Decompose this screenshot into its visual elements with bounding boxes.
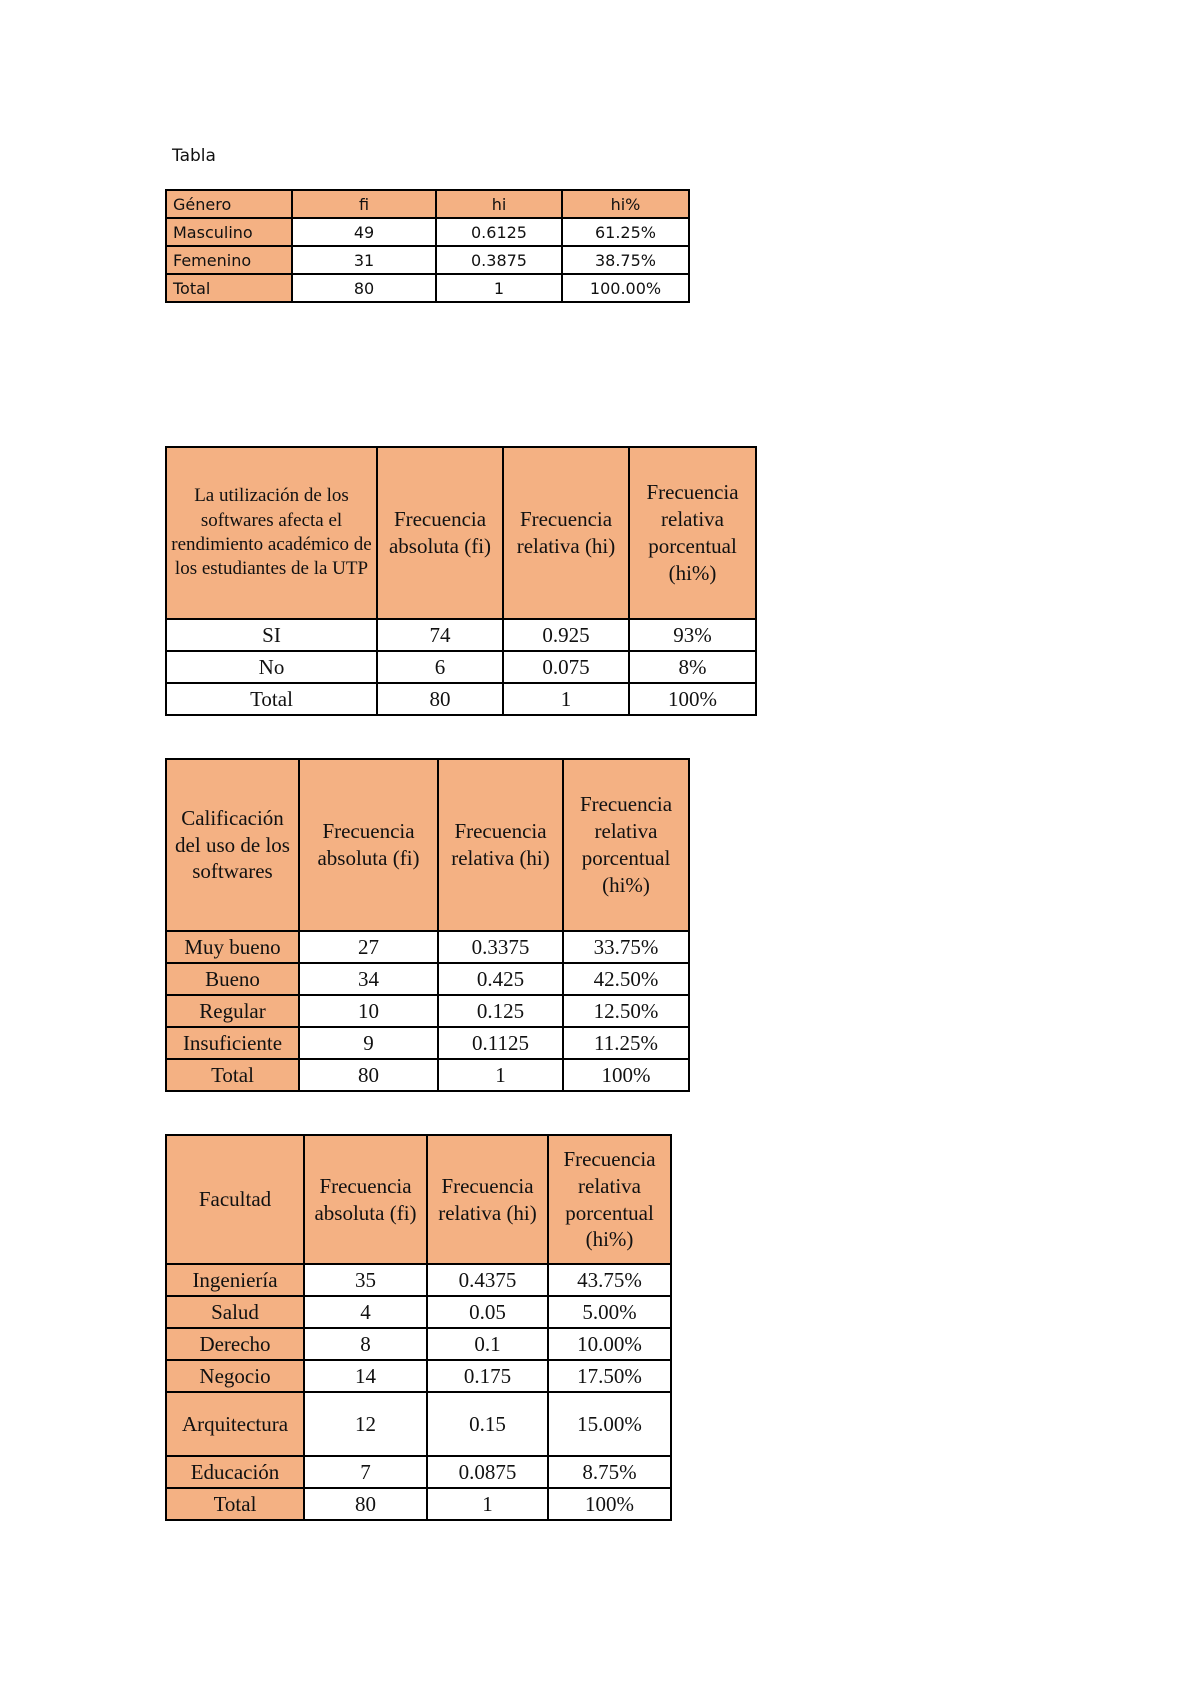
- table-row: [166, 931, 689, 963]
- row-label: Ingeniería: [166, 1264, 304, 1296]
- table-cell: 0.425: [438, 963, 563, 995]
- table-cell: 0.1: [427, 1328, 548, 1360]
- table-row: [166, 651, 756, 683]
- table-cell: 42.50%: [563, 963, 689, 995]
- table-cell: 9: [299, 1027, 438, 1059]
- row-label: Total: [166, 1488, 304, 1520]
- header-cell: Facultad: [166, 1135, 304, 1264]
- table-cell: 0.3375: [438, 931, 563, 963]
- table-header-row: [166, 190, 689, 218]
- table-cell: 0.05: [427, 1296, 548, 1328]
- table-cell: 12.50%: [563, 995, 689, 1027]
- table-cell: 0.075: [503, 651, 629, 683]
- row-label: Insuficiente: [166, 1027, 299, 1059]
- table-row: [166, 1360, 671, 1392]
- row-label: Regular: [166, 995, 299, 1027]
- table-cell: 17.50%: [548, 1360, 671, 1392]
- row-label: Total: [166, 1059, 299, 1091]
- table-header-row: [166, 759, 689, 931]
- table-cell: 10.00%: [548, 1328, 671, 1360]
- table-row: [166, 619, 756, 651]
- table-cell: 11.25%: [563, 1027, 689, 1059]
- table-cell: 80: [377, 683, 503, 715]
- table-cell: 100.00%: [562, 274, 689, 302]
- header-cell: Frecuencia relativa porcentual (hi%): [629, 447, 756, 619]
- table-cell: 100%: [548, 1488, 671, 1520]
- table-cell: 1: [503, 683, 629, 715]
- row-label: Muy bueno: [166, 931, 299, 963]
- table-row: [166, 1328, 671, 1360]
- table-cell: 0.125: [438, 995, 563, 1027]
- header-cell: Frecuencia relativa (hi): [503, 447, 629, 619]
- table-header-row: [166, 447, 756, 619]
- table-row: [166, 1027, 689, 1059]
- table-cell: 31: [292, 246, 436, 274]
- table-cell: 4: [304, 1296, 427, 1328]
- row-label: Total: [166, 683, 377, 715]
- row-label: Negocio: [166, 1360, 304, 1392]
- row-label: SI: [166, 619, 377, 651]
- table-cell: 8.75%: [548, 1456, 671, 1488]
- table-cell: 10: [299, 995, 438, 1027]
- row-label: Salud: [166, 1296, 304, 1328]
- table-cell: 15.00%: [548, 1392, 671, 1456]
- software-rating-table: [165, 758, 690, 1092]
- header-cell: La utilización de los softwares afecta el rendimiento académico de los estudiantes de la UTP: [166, 447, 377, 619]
- table-row: [166, 963, 689, 995]
- software-impact-table: [165, 446, 757, 716]
- table-cell: 61.25%: [562, 218, 689, 246]
- table-cell: 0.6125: [436, 218, 562, 246]
- table-row: [166, 1264, 671, 1296]
- table-cell: 35: [304, 1264, 427, 1296]
- table-row: [166, 1488, 671, 1520]
- header-cell: Frecuencia relativa (hi): [427, 1135, 548, 1264]
- table-cell: 0.175: [427, 1360, 548, 1392]
- table-cell: 80: [304, 1488, 427, 1520]
- table-cell: 6: [377, 651, 503, 683]
- table-row: [166, 274, 689, 302]
- faculty-table: [165, 1134, 672, 1521]
- table-cell: 93%: [629, 619, 756, 651]
- table-cell: 0.1125: [438, 1027, 563, 1059]
- table-cell: 1: [438, 1059, 563, 1091]
- table-row: [166, 218, 689, 246]
- table-cell: 0.15: [427, 1392, 548, 1456]
- row-label: Total: [166, 274, 292, 302]
- header-cell: hi: [436, 190, 562, 218]
- table-cell: 0.4375: [427, 1264, 548, 1296]
- row-label: Bueno: [166, 963, 299, 995]
- table-cell: 1: [427, 1488, 548, 1520]
- table-cell: 74: [377, 619, 503, 651]
- table-cell: 43.75%: [548, 1264, 671, 1296]
- row-label: No: [166, 651, 377, 683]
- table-row: [166, 1059, 689, 1091]
- table-cell: 49: [292, 218, 436, 246]
- table-cell: 14: [304, 1360, 427, 1392]
- table-cell: 80: [292, 274, 436, 302]
- table-cell: 5.00%: [548, 1296, 671, 1328]
- table-cell: 0.3875: [436, 246, 562, 274]
- table-row: [166, 1296, 671, 1328]
- row-label: Educación: [166, 1456, 304, 1488]
- header-cell: Frecuencia absoluta (fi): [299, 759, 438, 931]
- table-cell: 0.925: [503, 619, 629, 651]
- header-cell: hi%: [562, 190, 689, 218]
- table-cell: 7: [304, 1456, 427, 1488]
- table-header-row: [166, 1135, 671, 1264]
- table-row: [166, 683, 756, 715]
- table-cell: 8: [304, 1328, 427, 1360]
- header-cell: Frecuencia relativa (hi): [438, 759, 563, 931]
- row-label: Femenino: [166, 246, 292, 274]
- table-cell: 80: [299, 1059, 438, 1091]
- table-row: [166, 1456, 671, 1488]
- table-cell: 34: [299, 963, 438, 995]
- table-cell: 1: [436, 274, 562, 302]
- header-cell: Calificación del uso de los softwares: [166, 759, 299, 931]
- table-row: [166, 995, 689, 1027]
- row-label: Masculino: [166, 218, 292, 246]
- row-label: Derecho: [166, 1328, 304, 1360]
- table-cell: 27: [299, 931, 438, 963]
- table-cell: 38.75%: [562, 246, 689, 274]
- gender-table: [165, 189, 690, 303]
- table-row: [166, 1392, 671, 1456]
- header-cell: Género: [166, 190, 292, 218]
- header-cell: Frecuencia absoluta (fi): [304, 1135, 427, 1264]
- header-cell: fi: [292, 190, 436, 218]
- table-caption: Tabla: [172, 146, 216, 166]
- table-cell: 8%: [629, 651, 756, 683]
- header-cell: Frecuencia relativa porcentual (hi%): [563, 759, 689, 931]
- table-cell: 100%: [629, 683, 756, 715]
- table-cell: 0.0875: [427, 1456, 548, 1488]
- header-cell: Frecuencia absoluta (fi): [377, 447, 503, 619]
- table-cell: 33.75%: [563, 931, 689, 963]
- table-cell: 12: [304, 1392, 427, 1456]
- row-label: Arquitectura: [166, 1392, 304, 1456]
- table-row: [166, 246, 689, 274]
- header-cell: Frecuencia relativa porcentual (hi%): [548, 1135, 671, 1264]
- table-cell: 100%: [563, 1059, 689, 1091]
